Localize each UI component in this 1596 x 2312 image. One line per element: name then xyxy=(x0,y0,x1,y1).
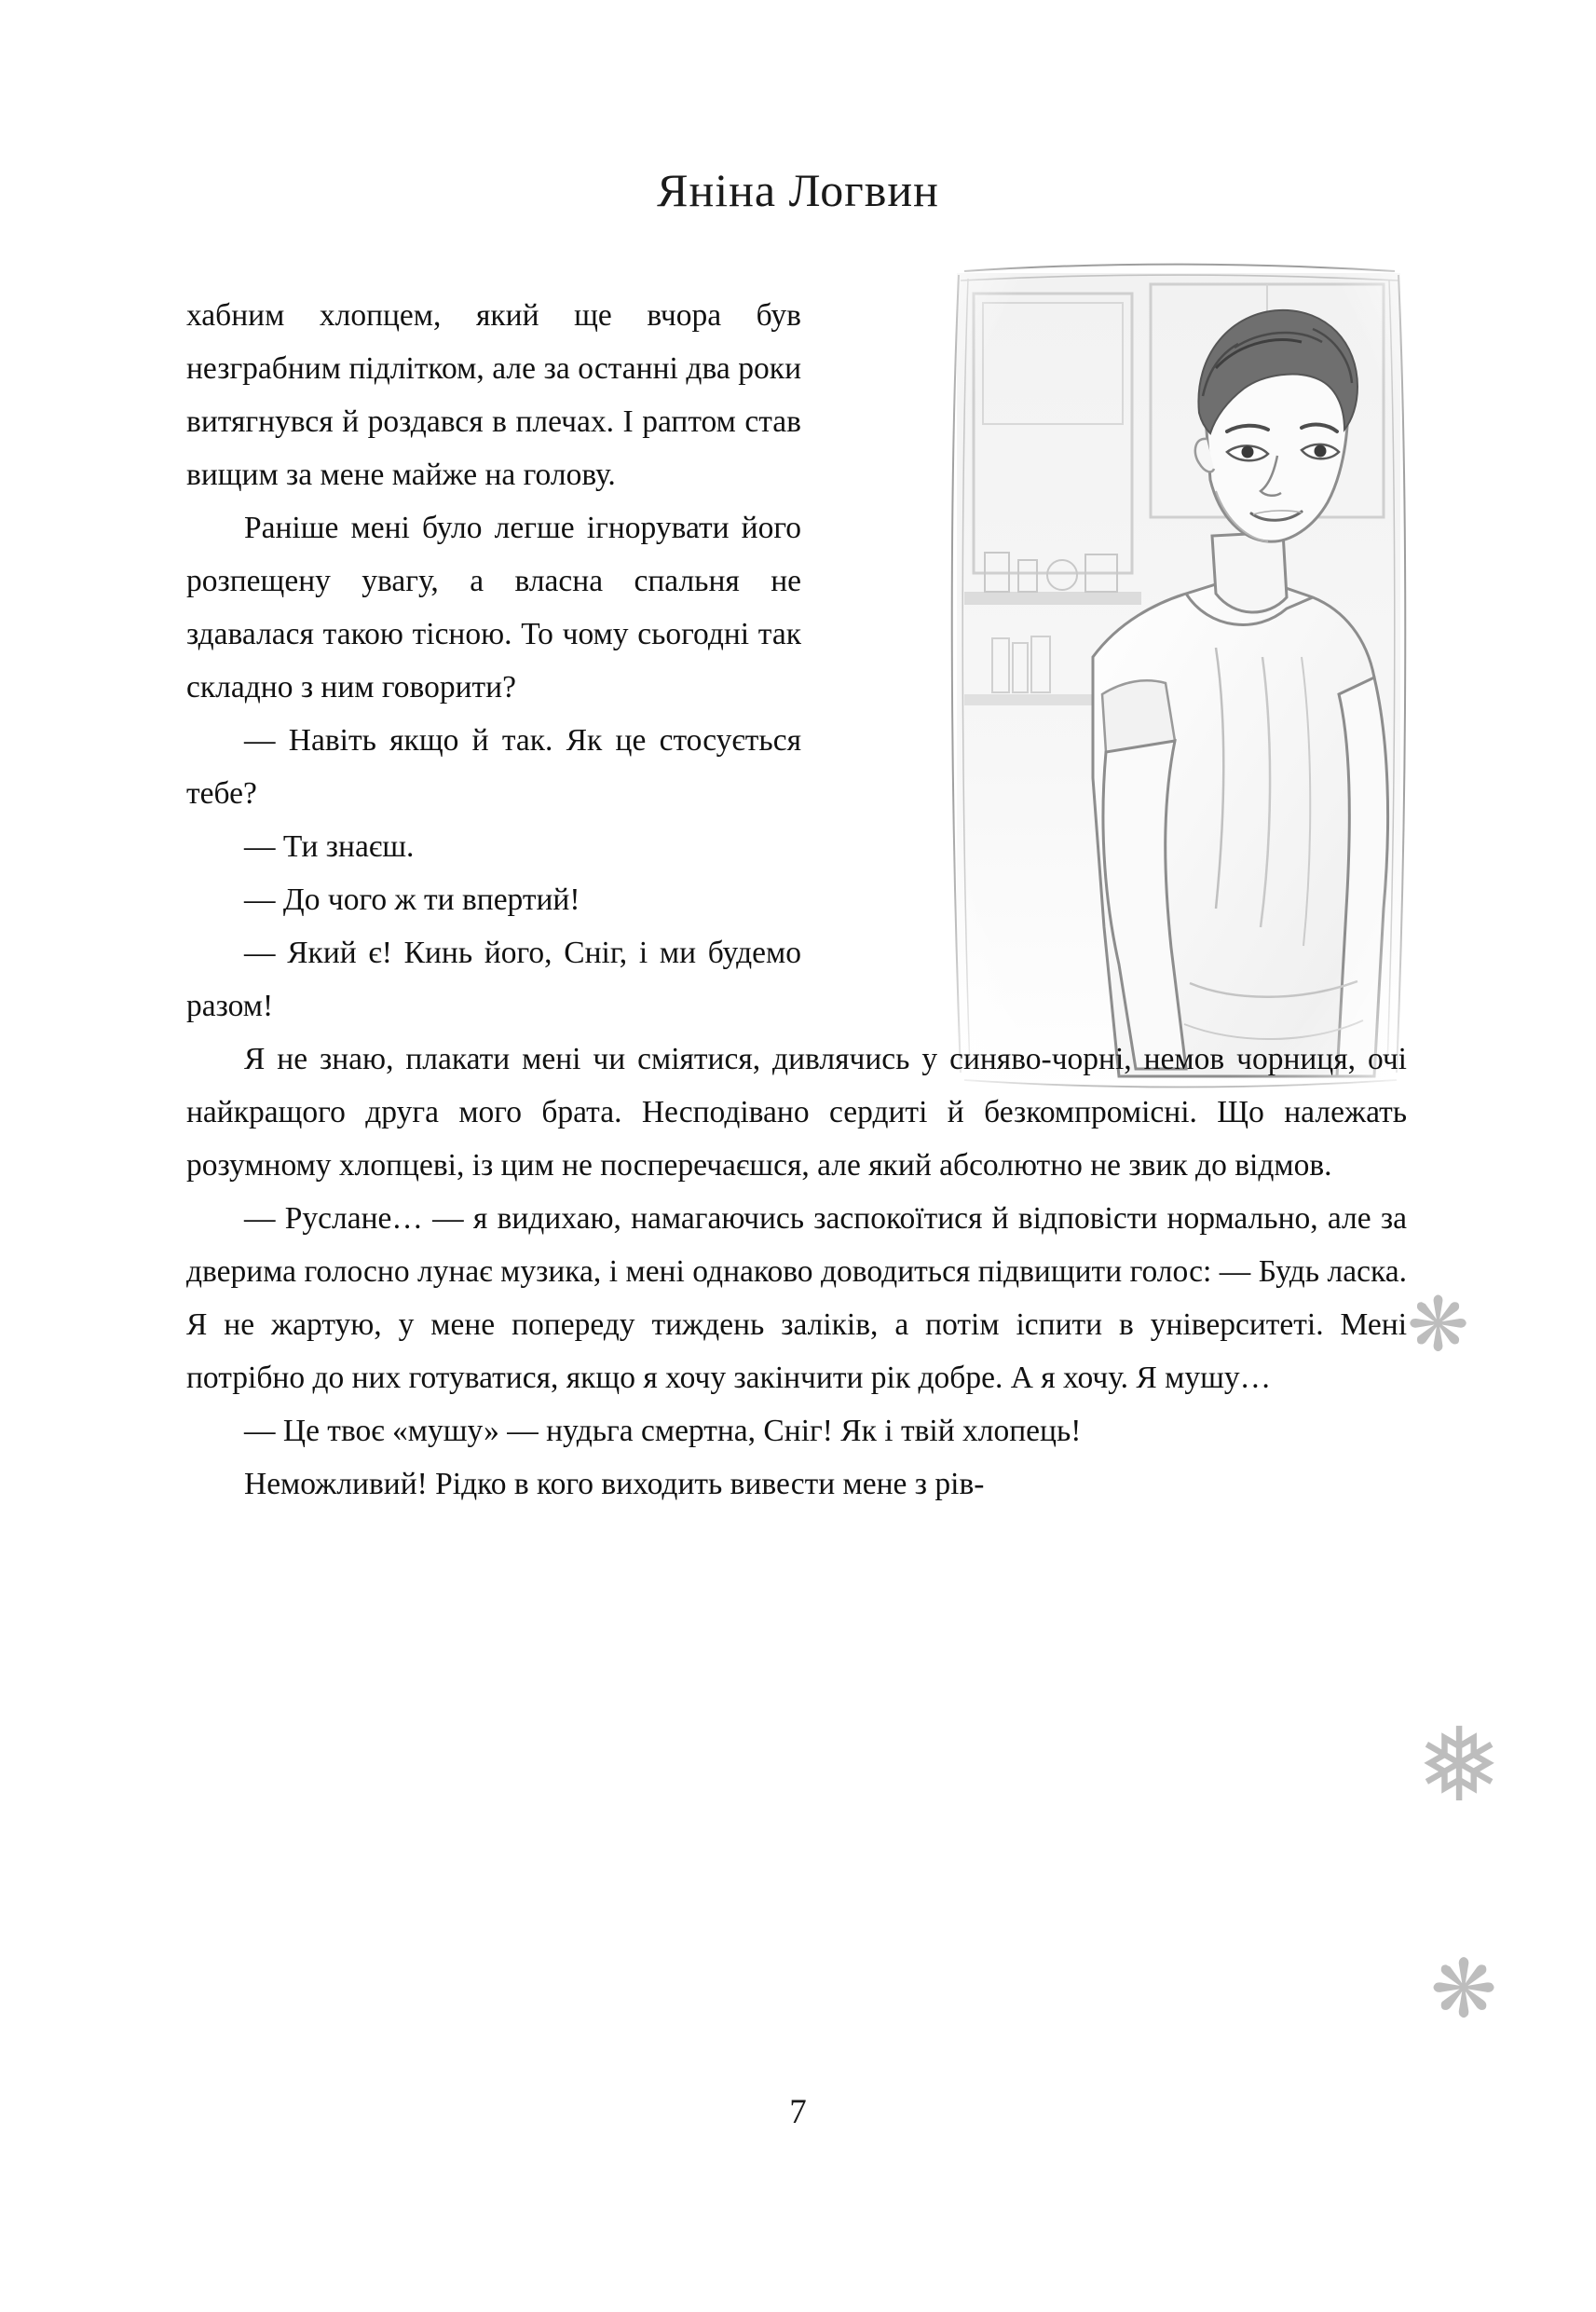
page-number: 7 xyxy=(789,2093,807,2131)
paragraph: — Ти знаєш. xyxy=(244,829,415,864)
running-head: Яніна Логвин xyxy=(657,164,939,216)
snowflake-icon: ❋ xyxy=(1430,1945,1498,2034)
paragraph: хабним хлопцем, який ще вчора був незграбним підлітком, але за останні два роки витягнувся й роздався в плечах. І раптом став вищим за мене майже на голову. xyxy=(186,298,801,492)
paragraph: — До чого ж ти впертий! xyxy=(244,882,580,917)
paragraph: Я не знаю, плакати мені чи сміятися, дивлячись у синяво-чорні, немов чорниця, очі найкращого друга мого брата. Несподівано сердиті й безкомпромісні. Що належать розумному хлопцеві, із цим не посперечаєшся, але який абсолютно не звик до відмов. xyxy=(186,1042,1407,1183)
snowflake-icon: ❅ xyxy=(1416,1709,1503,1823)
page-text xyxy=(186,289,1407,1511)
snowflake-icon: ❋ xyxy=(1407,1285,1470,1367)
paragraph: — Навіть якщо й так. Як це стосується тебе? xyxy=(186,723,801,811)
paragraph: Раніше мені було легше ігнорувати його розпещену увагу, а власна спальня не здавалася такою тісною. То чому сьогодні так складно з ним говорити? xyxy=(186,511,801,705)
paragraph: — Який є! Кинь його, Сніг, і ми будемо разом! xyxy=(186,936,801,1023)
paragraph: — Це твоє «мушу» — нудьга смертна, Сніг! Як і твій хлопець! xyxy=(244,1414,1082,1448)
paragraph: Неможливий! Рідко в кого виходить вивести мене з рів- xyxy=(244,1467,985,1501)
paragraph: — Руслане… — я видихаю, намагаючись заспокоїтися й відповісти нормально, але за дверима голосно лунає музика, і мені однаково доводиться підвищити голос: — Будь ласка. Я не жартую, у мене попереду тиждень заліків, а потім іспити в університеті. Мені потрібно до них готуватися, якщо я хочу закінчити рік добре. А я хочу. Я мушу… xyxy=(186,1201,1407,1395)
